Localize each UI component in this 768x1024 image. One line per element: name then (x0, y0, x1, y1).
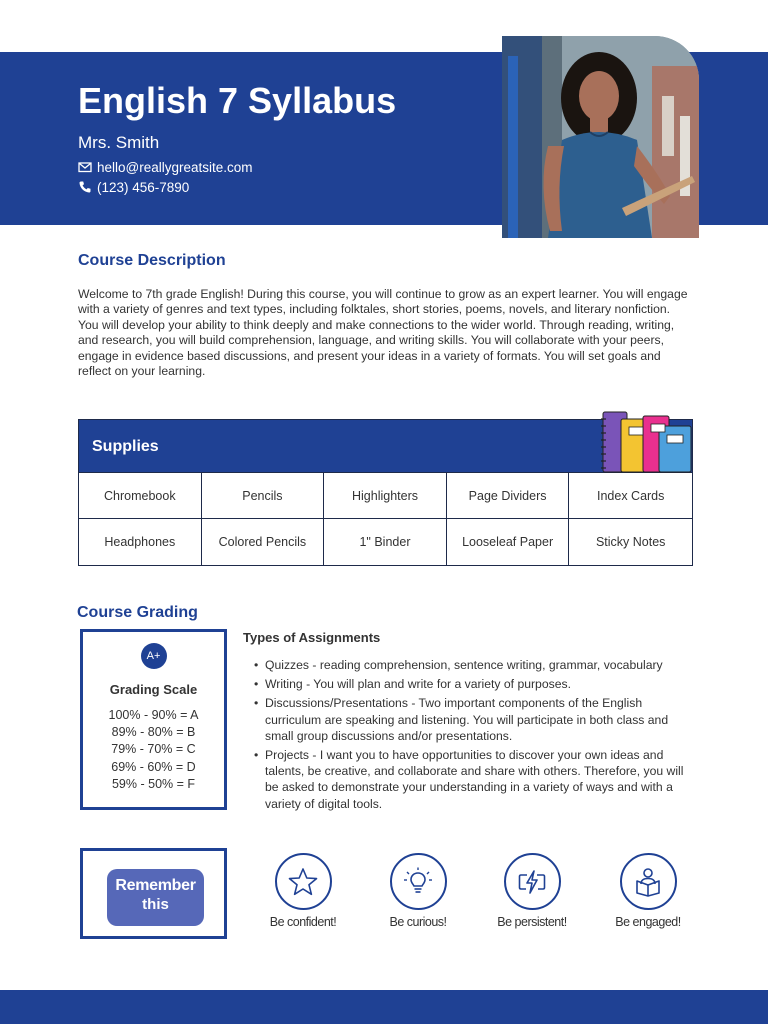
lightning-icon (516, 866, 548, 898)
assignment-item: • Writing - You will plan and write for a variety of purposes. (256, 676, 686, 692)
remember-box (80, 848, 227, 939)
value-label: Be curious! (389, 915, 447, 929)
course-description-text: Welcome to 7th grade English! During this course, you will continue to grow as an expert learner. You will engage with a variety of genres and text types, including folktales, short stories, poems, novels, and literary nonfiction. You will develop your ability to think deeply and make connections to the wider world. Through reading, writing, and research, you will build comprehension, language, and writing skills. You will collaborate with your peers, engage in evidence based discussions, and present your ideas in a variety of formats. You will set goals and reflect on your learning. (78, 287, 688, 379)
value-curious (363, 853, 473, 929)
supply-item: Page Dividers (447, 473, 570, 519)
grading-scale-label: Grading Scale (109, 682, 198, 697)
assignments-title: Types of Assignments (243, 630, 381, 645)
supply-item: Pencils (202, 473, 325, 519)
footer-band (0, 990, 768, 1024)
grade-row: 89% - 80% = B (111, 725, 196, 740)
envelope-icon (78, 160, 92, 174)
remember-line1: Remember (115, 877, 196, 894)
supply-item: Looseleaf Paper (447, 519, 570, 565)
supply-item: Index Cards (569, 473, 692, 519)
grading-scale-list (83, 707, 224, 793)
assignment-item: • Discussions/Presentations - Two important components of the English curriculum are speaking and listening. You will participate in both class and small group discussions and/or presentations. (256, 695, 686, 744)
course-grading-heading: Course Grading (77, 604, 198, 621)
assignments-list (256, 657, 686, 815)
grade-row: 69% - 60% = D (111, 759, 196, 774)
reading-person-icon (632, 866, 664, 898)
grade-badge-icon: A+ (141, 643, 167, 669)
email-text: hello@reallygreatsite.com (97, 159, 253, 175)
phone-text: (123) 456-7890 (97, 179, 190, 195)
supply-item: Highlighters (324, 473, 447, 519)
email-row[interactable] (78, 158, 253, 176)
grade-row: 79% - 70% = C (111, 742, 196, 757)
course-description-heading: Course Description (78, 252, 226, 269)
grade-row: 100% - 90% = A (108, 708, 199, 722)
supply-item: Chromebook (79, 473, 202, 519)
lightbulb-icon (402, 866, 434, 898)
grading-scale-box (80, 629, 227, 810)
supply-item: Sticky Notes (595, 535, 666, 549)
value-engaged (593, 853, 703, 929)
teacher-name: Mrs. Smith (78, 133, 160, 152)
supply-item: Colored Pencils (202, 519, 325, 565)
assignment-item: • Projects - I want you to have opportunities to discover your own ideas and talents, be creative, and collaborate and share with others. Therefore, you will be asked to demonstrate your understanding in a variety of ways and with a variety of digital tools. (256, 747, 686, 812)
phone-icon (78, 180, 92, 194)
phone-row[interactable] (78, 178, 189, 196)
value-label: Be persistent! (497, 915, 567, 929)
value-label: Be confident! (269, 915, 337, 929)
supplies-grid (79, 473, 692, 565)
remember-badge (107, 869, 204, 926)
page-title: English 7 Syllabus (78, 80, 397, 121)
value-persistent (477, 853, 587, 929)
star-icon (287, 866, 319, 898)
supply-item: Headphones (79, 519, 202, 565)
remember-line2: this (142, 896, 169, 913)
value-confident (248, 853, 358, 929)
assignment-item: • Quizzes - reading comprehension, sentence writing, grammar, vocabulary (256, 657, 686, 673)
supply-item: 1" Binder (324, 519, 447, 565)
notebooks-icon (599, 409, 695, 473)
grade-row: 59% - 50% = F (111, 776, 196, 791)
value-label: Be engaged! (615, 915, 681, 929)
supplies-heading: Supplies (92, 438, 159, 455)
teacher-photo (502, 36, 699, 238)
